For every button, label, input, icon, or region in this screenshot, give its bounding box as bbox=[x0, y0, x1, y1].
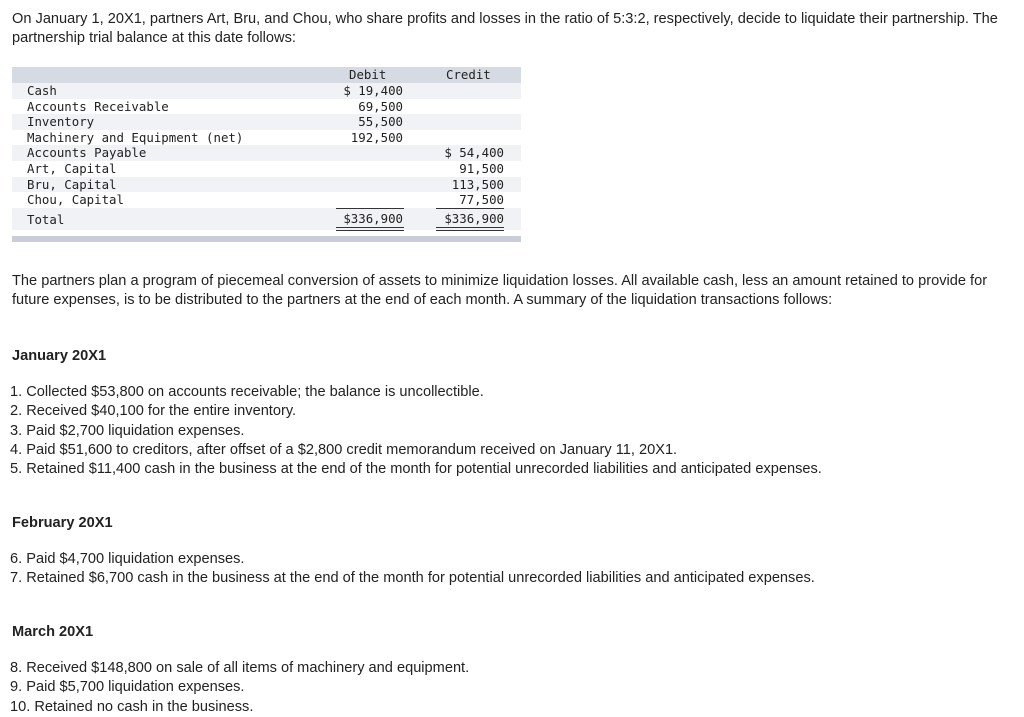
month-heading-january: January 20X1 bbox=[12, 348, 107, 364]
account-name: Chou, Capital bbox=[27, 192, 124, 208]
plan-paragraph: The partners plan a program of piecemeal conversion of assets to minimize liquidation losses. All available cash, less an amount retained to provide for future expenses, is to be distributed to the partners at the end of each month. A summary of the liquidation transactions follows: bbox=[12, 273, 988, 308]
total-label: Total bbox=[27, 211, 65, 227]
table-row bbox=[12, 177, 521, 193]
table-row bbox=[12, 145, 521, 161]
transaction-list-january bbox=[10, 383, 822, 479]
table-row bbox=[12, 83, 521, 99]
account-name: Art, Capital bbox=[27, 160, 117, 176]
table-row bbox=[12, 130, 521, 146]
list-item: 9. Paid $5,700 liquidation expenses. bbox=[10, 679, 245, 696]
trial-balance-header bbox=[12, 67, 521, 83]
account-name: Cash bbox=[27, 83, 57, 98]
list-item: 6. Paid $4,700 liquidation expenses. bbox=[10, 551, 245, 567]
month-heading-february: February 20X1 bbox=[12, 515, 113, 531]
debit-amount: $ 19,400 bbox=[343, 83, 403, 98]
table-bottom-rule bbox=[12, 236, 521, 242]
debit-amount: 55,500 bbox=[358, 114, 403, 130]
transaction-list-february bbox=[10, 550, 815, 589]
table-row bbox=[12, 114, 521, 130]
credit-total: $336,900 bbox=[444, 210, 504, 226]
trial-balance-table bbox=[12, 67, 521, 242]
debit-amount: 69,500 bbox=[358, 98, 403, 114]
list-item: 4. Paid $51,600 to creditors, after offset of a $2,800 credit memorandum received on January 11, 20X1. bbox=[10, 441, 678, 458]
credit-amount: 77,500 bbox=[459, 192, 504, 208]
list-item: 3. Paid $2,700 liquidation expenses. bbox=[10, 422, 245, 439]
total-row bbox=[12, 208, 521, 230]
table-row bbox=[12, 99, 521, 115]
account-name: Inventory bbox=[27, 114, 95, 130]
transaction-list-march bbox=[10, 659, 469, 717]
debit-header: Debit bbox=[349, 67, 387, 82]
credit-amount: $ 54,400 bbox=[444, 145, 504, 161]
list-item: 10. Retained no cash in the business. bbox=[10, 698, 254, 715]
list-item: 5. Retained $11,400 cash in the business at the end of the month for potential unrecorded liabilities and anticipated expenses. bbox=[10, 461, 822, 478]
account-name: Accounts Payable bbox=[27, 145, 147, 161]
list-item: 7. Retained $6,700 cash in the business at the end of the month for potential unrecorded liabilities and anticipated expenses. bbox=[10, 570, 815, 587]
list-item: 1. Collected $53,800 on accounts receivable; the balance is uncollectible. bbox=[10, 384, 484, 400]
debit-amount: 192,500 bbox=[350, 129, 403, 145]
debit-total: $336,900 bbox=[343, 210, 403, 226]
table-row bbox=[12, 192, 521, 208]
table-row bbox=[12, 161, 521, 177]
list-item: 8. Received $148,800 on sale of all items of machinery and equipment. bbox=[10, 660, 470, 676]
account-name: Bru, Capital bbox=[27, 176, 117, 192]
account-name: Machinery and Equipment (net) bbox=[27, 129, 244, 145]
credit-amount: 113,500 bbox=[451, 176, 504, 192]
month-heading-march: March 20X1 bbox=[12, 624, 94, 640]
account-name: Accounts Receivable bbox=[27, 98, 169, 114]
list-item: 2. Received $40,100 for the entire inventory. bbox=[10, 403, 297, 420]
intro-paragraph: On January 1, 20X1, partners Art, Bru, and Chou, who share profits and losses in the ratio of 5:3:2, respectively, decide to liquidate their partnership. The partnership trial balance at this date follows: bbox=[12, 11, 998, 46]
credit-amount: 91,500 bbox=[459, 160, 504, 176]
credit-header: Credit bbox=[446, 67, 491, 82]
